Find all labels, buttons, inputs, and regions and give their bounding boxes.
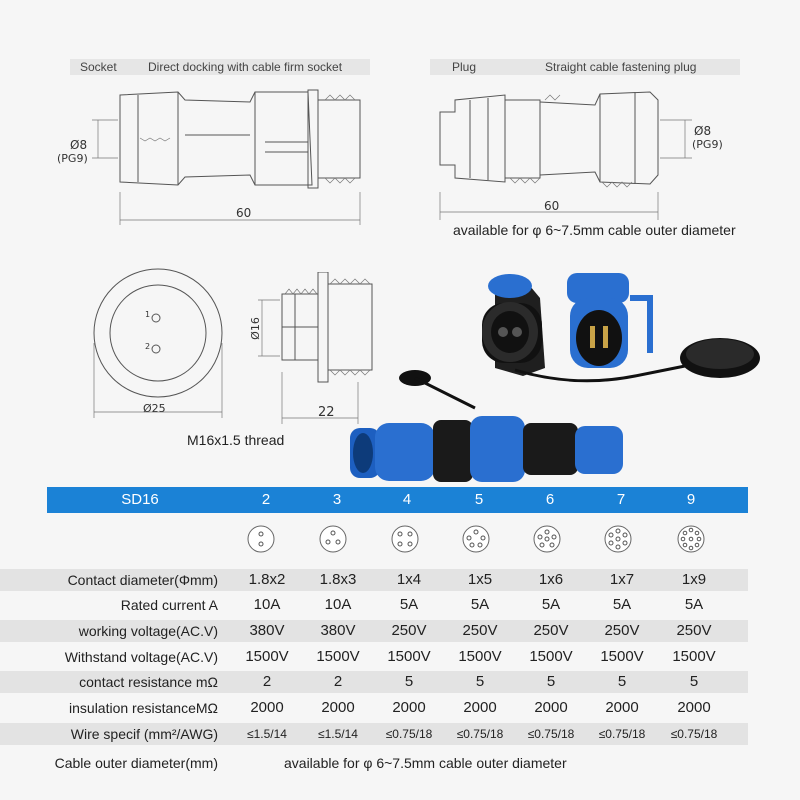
plug-description: Straight cable fastening plug bbox=[545, 60, 697, 74]
plug-drawing-header bbox=[430, 59, 740, 75]
plug-technical-drawing bbox=[430, 80, 750, 225]
cell-value: 5 bbox=[475, 673, 485, 690]
socket-connector-image bbox=[482, 274, 545, 376]
table-row bbox=[0, 569, 748, 591]
cell-value: 1500V bbox=[529, 648, 573, 665]
cell-value: 250V bbox=[533, 622, 569, 639]
cell-value: 5A bbox=[684, 596, 704, 613]
cell-value: 2000 bbox=[534, 699, 568, 716]
cell-value: 5A bbox=[541, 596, 561, 613]
pin-2-label: 2 bbox=[145, 342, 151, 351]
cell-value: ≤0.75/18 bbox=[385, 727, 433, 741]
row-label: contact resistance mΩ bbox=[79, 674, 218, 690]
table-header-pins-3: 3 bbox=[332, 491, 342, 508]
cell-value: 2000 bbox=[321, 699, 355, 716]
row-label: Wire specif (mm²/AWG) bbox=[70, 726, 218, 742]
pin-layout-2-icon bbox=[246, 524, 276, 554]
cell-value: ≤1.5/14 bbox=[318, 727, 358, 741]
plug-label: Plug bbox=[452, 60, 477, 74]
cell-value: 1500V bbox=[245, 648, 289, 665]
cell-value: 1x4 bbox=[396, 571, 422, 588]
cell-value: ≤0.75/18 bbox=[598, 727, 646, 741]
face-diameter-label: Ø25 bbox=[143, 402, 166, 415]
cell-value: 1500V bbox=[458, 648, 502, 665]
cell-value: 2 bbox=[333, 673, 343, 690]
table-header bbox=[47, 487, 748, 513]
socket-drawing-header bbox=[70, 59, 370, 75]
row-label: Contact diameter(Φmm) bbox=[67, 572, 218, 588]
plug-length-label: 60 bbox=[544, 199, 560, 213]
cell-value: 5 bbox=[404, 673, 414, 690]
cell-value: 10A bbox=[253, 596, 281, 613]
cell-value: 2 bbox=[262, 673, 272, 690]
plug-connector-image bbox=[567, 273, 650, 368]
connector-photo bbox=[345, 258, 775, 490]
side-length-label: 22 bbox=[318, 405, 335, 420]
socket-technical-drawing bbox=[50, 80, 380, 225]
thread-note: M16x1.5 thread bbox=[187, 432, 285, 448]
cell-value: 250V bbox=[604, 622, 640, 639]
cable-diameter-note: available for φ 6~7.5mm cable outer diameter bbox=[453, 222, 736, 238]
cell-value: 5 bbox=[689, 673, 699, 690]
table-row-cable-diameter bbox=[0, 752, 748, 774]
cell-value: ≤0.75/18 bbox=[670, 727, 718, 741]
table-row bbox=[0, 646, 748, 668]
cell-value: 5 bbox=[617, 673, 627, 690]
cell-value: 380V bbox=[320, 622, 356, 639]
cable-diameter-row-value: available for φ 6~7.5mm cable outer diameter bbox=[284, 755, 567, 771]
row-label: Rated current A bbox=[120, 597, 218, 613]
cell-value: 380V bbox=[249, 622, 285, 639]
pin-layout-5-icon bbox=[461, 524, 491, 554]
cell-value: 250V bbox=[462, 622, 498, 639]
table-row bbox=[0, 697, 748, 719]
cell-value: 5A bbox=[612, 596, 632, 613]
table-header-pins-2: 2 bbox=[261, 491, 271, 508]
cell-value: ≤0.75/18 bbox=[527, 727, 575, 741]
dust-cap-image bbox=[680, 338, 760, 378]
cell-value: 1.8x3 bbox=[319, 571, 357, 588]
pin-1-label: 1 bbox=[145, 310, 151, 319]
table-header-title: SD16 bbox=[121, 491, 159, 508]
table-row bbox=[0, 671, 748, 693]
pin-layout-6-icon bbox=[532, 524, 562, 554]
table-row bbox=[0, 723, 748, 745]
row-label: working voltage(AC.V) bbox=[78, 623, 218, 639]
cell-value: 1x9 bbox=[681, 571, 707, 588]
cell-value: 1500V bbox=[672, 648, 716, 665]
cell-value: 1x5 bbox=[467, 571, 493, 588]
row-label: Withstand voltage(AC.V) bbox=[64, 649, 218, 665]
cell-value: ≤1.5/14 bbox=[247, 727, 287, 741]
cell-value: 2000 bbox=[605, 699, 639, 716]
cell-value: 1.8x2 bbox=[248, 571, 286, 588]
cell-value: 5A bbox=[399, 596, 419, 613]
table-header-pins-6: 6 bbox=[545, 491, 555, 508]
cell-value: 10A bbox=[324, 596, 352, 613]
table-header-pins-9: 9 bbox=[686, 491, 696, 508]
cell-value: 250V bbox=[676, 622, 712, 639]
cell-value: ≤0.75/18 bbox=[456, 727, 504, 741]
cell-value: 2000 bbox=[677, 699, 711, 716]
cell-value: 1x6 bbox=[538, 571, 564, 588]
cell-value: 1500V bbox=[387, 648, 431, 665]
cell-value: 2000 bbox=[463, 699, 497, 716]
assembled-connector-image bbox=[350, 370, 623, 482]
pin-layout-4-icon bbox=[390, 524, 420, 554]
pin-layout-9-icon bbox=[676, 524, 706, 554]
socket-pg-label: (PG9) bbox=[57, 152, 88, 165]
table-header-pins-7: 7 bbox=[616, 491, 626, 508]
pin-layout-3-icon bbox=[318, 524, 348, 554]
cell-value: 1500V bbox=[600, 648, 644, 665]
row-label: insulation resistanceMΩ bbox=[69, 700, 218, 716]
cable-diameter-row-label: Cable outer diameter(mm) bbox=[54, 755, 218, 771]
cell-value: 1500V bbox=[316, 648, 360, 665]
socket-description: Direct docking with cable firm socket bbox=[148, 60, 343, 74]
table-header-pins-4: 4 bbox=[402, 491, 412, 508]
cell-value: 2000 bbox=[392, 699, 426, 716]
cell-value: 250V bbox=[391, 622, 427, 639]
cell-value: 5A bbox=[470, 596, 490, 613]
table-row bbox=[0, 620, 748, 642]
socket-label: Socket bbox=[80, 60, 117, 74]
plug-pg-label: (PG9) bbox=[692, 138, 723, 151]
cell-value: 5 bbox=[546, 673, 556, 690]
table-header-pins-5: 5 bbox=[474, 491, 484, 508]
cell-value: 1x7 bbox=[609, 571, 635, 588]
plug-diameter-label: Ø8 bbox=[694, 124, 712, 138]
cell-value: 2000 bbox=[250, 699, 284, 716]
socket-length-label: 60 bbox=[236, 206, 252, 220]
pin-layout-7-icon bbox=[603, 524, 633, 554]
side-diameter-label: Ø16 bbox=[248, 317, 262, 340]
table-row bbox=[0, 594, 748, 616]
socket-diameter-label: Ø8 bbox=[70, 138, 88, 152]
